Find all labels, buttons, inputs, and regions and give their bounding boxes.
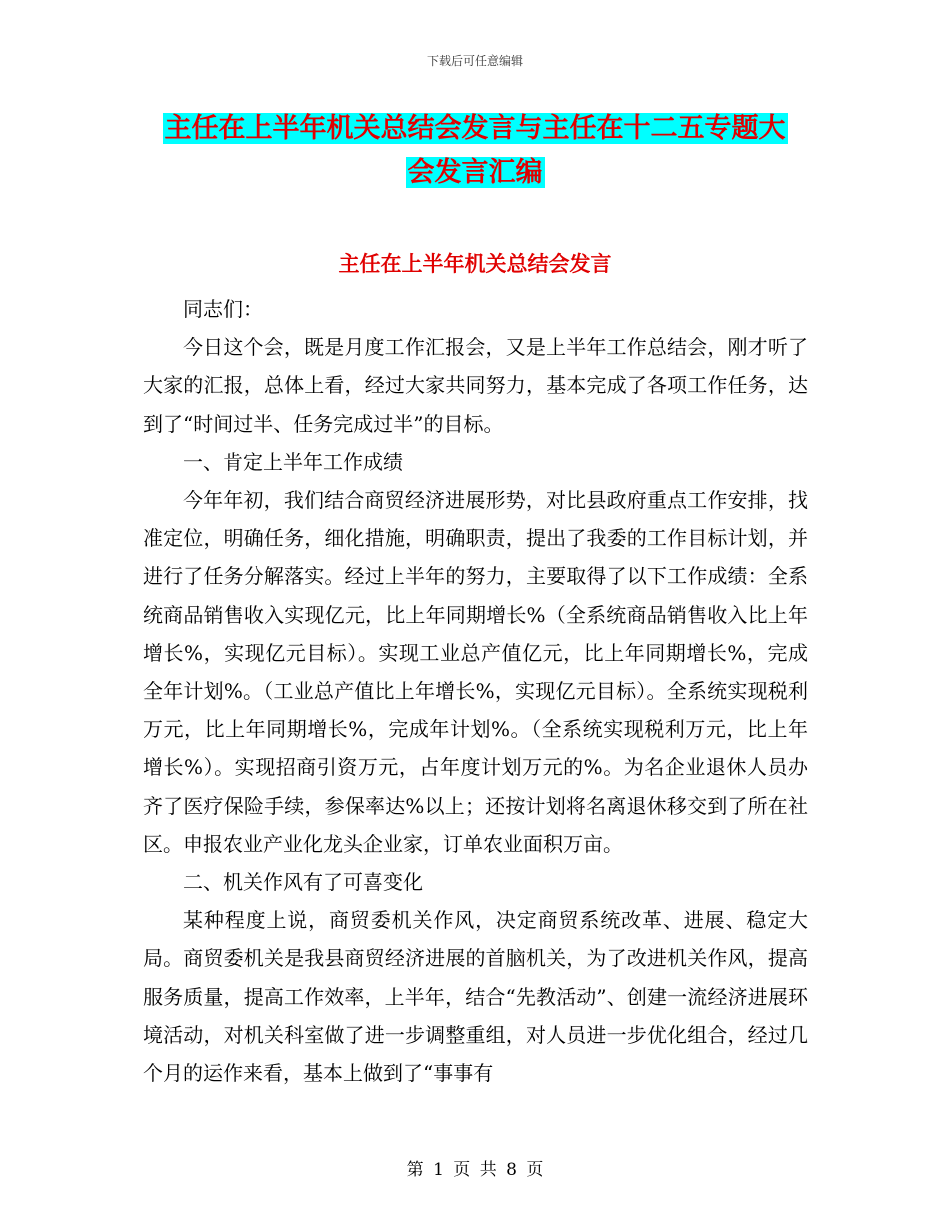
document-title-text-1: 主任在上半年机关总结会发言与主任在十二五专题大 xyxy=(164,113,786,144)
document-title-text-2: 会发言汇编 xyxy=(407,157,543,188)
section-heading-1: 一、肯定上半年工作成绩 xyxy=(183,449,403,474)
section-heading-2: 二、机关作风有了可喜变化 xyxy=(183,870,423,895)
document-body xyxy=(143,290,808,1092)
section-title: 主任在上半年机关总结会发言 xyxy=(338,251,612,276)
page-header-note: 下载后可任意编辑 xyxy=(426,54,523,68)
document-title-line-2 xyxy=(0,156,950,190)
greeting-paragraph: 同志们： xyxy=(183,297,263,321)
page-number-footer: 第 1 页 共 8 页 xyxy=(406,1160,544,1180)
body-paragraph: 今年年初，我们结合商贸经济进展形势，对比县政府重点工作安排，找准定位，明确任务，细化措施，明确职责，提出了我委的工作目标计划，并进行了任务分解落实。经过上半年的努力，主要取得了以下工作成绩：全系统商品销售收入实现亿元，比上年同期增长%（全系统商品销售收入比上年增长%，实现亿元目标）。实现工业总产值亿元，比上年同期增长%，完成全年计划%。（工业总产值比上年增长%，实现亿元目标）。全系统实现税利万元，比上年同期增长%，完成年计划%。（全系统实现税利万元，比上年增长%）。实现招商引资万元，占年度计划万元的%。为名企业退休人员办齐了医疗保险手续，参保率达%以上；还按计划将名离退休移交到了所在社区。申报农业产业化龙头企业家，订单农业面积万亩。 xyxy=(143,488,808,856)
body-paragraph: 今日这个会，既是月度工作汇报会，又是上半年工作总结会，刚才听了大家的汇报，总体上看，经过大家共同努力，基本完成了各项工作任务，达到了“时间过半、任务完成过半”的目标。 xyxy=(143,335,808,436)
document-title-line-1 xyxy=(0,112,950,146)
body-paragraph: 某种程度上说，商贸委机关作风，决定商贸系统改革、进展、稳定大局。商贸委机关是我县商贸经济进展的首脑机关，为了改进机关作风，提高服务质量，提高工作效率，上半年，结合“先教活动”、创建一流经济进展环境活动，对机关科室做了进一步调整重组，对人员进一步优化组合，经过几个月的运作来看，基本上做到了“事事有 xyxy=(143,908,808,1086)
